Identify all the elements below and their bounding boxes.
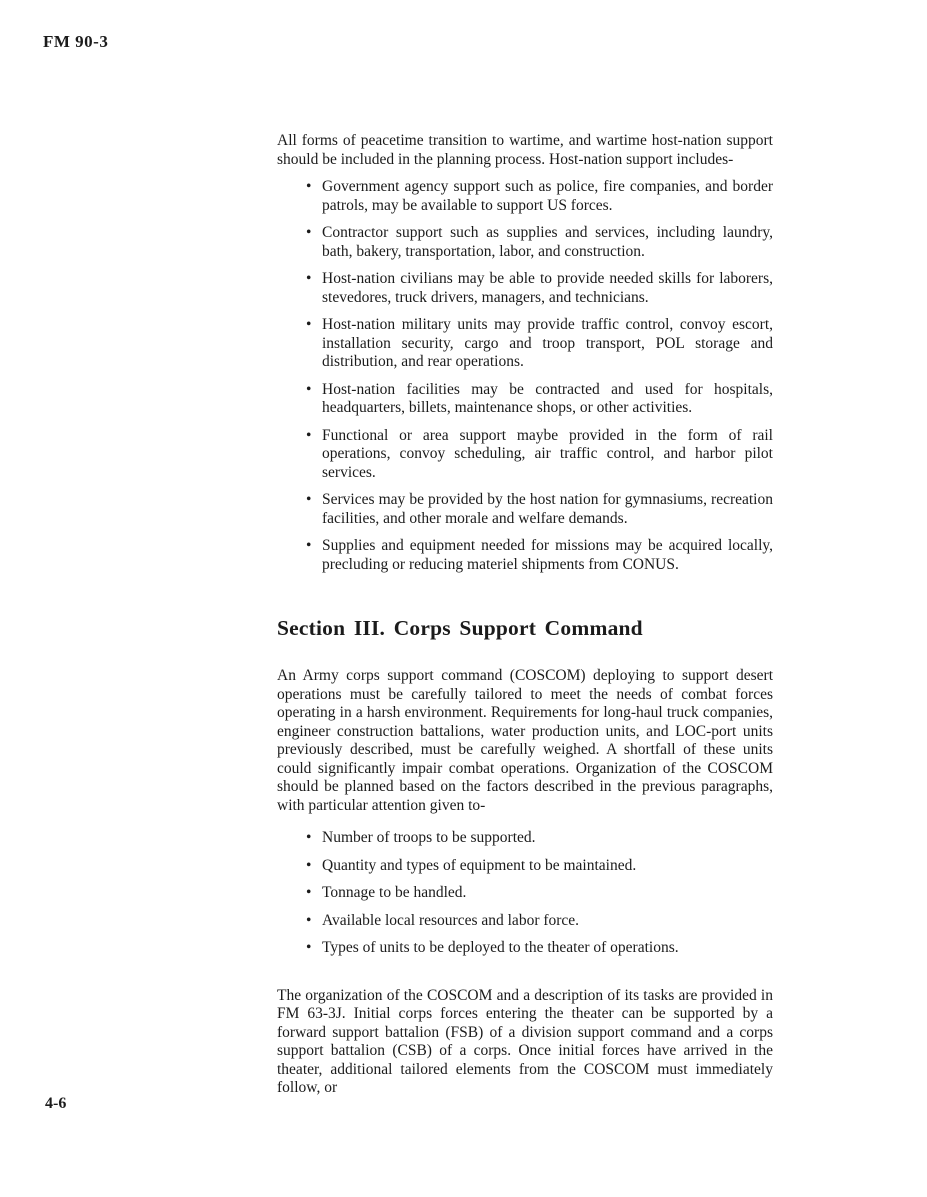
list-item: • Functional or area support maybe provided in the form of rail operations, convoy scheduling, air traffic control, and harbor pilot services. [277,427,773,483]
list-item: • Services may be provided by the host nation for gymnasiums, recreation facilities, and other morale and welfare demands. [277,491,773,528]
list-item: • Tonnage to be handled. [277,884,773,903]
closing-paragraph: The organization of the COSCOM and a description of its tasks are provided in FM 63-3J. Initial corps forces entering the theater can be supported by a forward support battalion (FSB) of a division support command and a corps support battalion (CSB) of a corps. Once initial forces have arrived in the theater, additional tailored elements from the COSCOM must immediately follow, or [277,986,773,1096]
page-header: FM 90-3 [43,32,109,51]
list-item: • Number of troops to be supported. [277,829,773,848]
list-item: • Types of units to be deployed to the theater of operations. [277,939,773,958]
list-item: • Government agency support such as police, fire companies, and border patrols, may be available to support US forces. [277,178,773,215]
list-item: • Contractor support such as supplies and services, including laundry, bath, bakery, transportation, labor, and construction. [277,224,773,261]
page-number: 4-6 [45,1095,67,1112]
list-item: • Supplies and equipment needed for missions may be acquired locally, precluding or reducing materiel shipments from CONUS. [277,537,773,574]
coscom-factors-list [277,829,773,958]
intro-paragraph: All forms of peacetime transition to wartime, and wartime host-nation support should be included in the planning process. Host-nation support includes- [277,132,773,168]
list-item: • Host-nation facilities may be contracted and used for hospitals, headquarters, billets, maintenance shops, or other activities. [277,381,773,418]
section-heading: Section III. Corps Support Command [277,616,643,640]
page-body [277,132,773,1098]
list-item: • Host-nation military units may provide traffic control, convoy escort, installation security, cargo and troop transport, POL storage and distribution, and rear operations. [277,316,773,372]
list-item: • Quantity and types of equipment to be maintained. [277,857,773,876]
coscom-paragraph: An Army corps support command (COSCOM) deploying to support desert operations must be carefully tailored to meet the needs of combat forces operating in a harsh environment. Requirements for long-haul truck companies, engineer construction battalions, water production units, and LOC-port units previously described, must be carefully weighed. A shortfall of these units could significantly impair combat operations. Organization of the COSCOM should be planned based on the factors described in the previous paragraphs, with particular attention given to- [277,667,773,814]
list-item: • Available local resources and labor force. [277,912,773,931]
host-nation-support-list [277,178,773,574]
list-item: • Host-nation civilians may be able to provide needed skills for laborers, stevedores, truck drivers, managers, and technicians. [277,270,773,307]
